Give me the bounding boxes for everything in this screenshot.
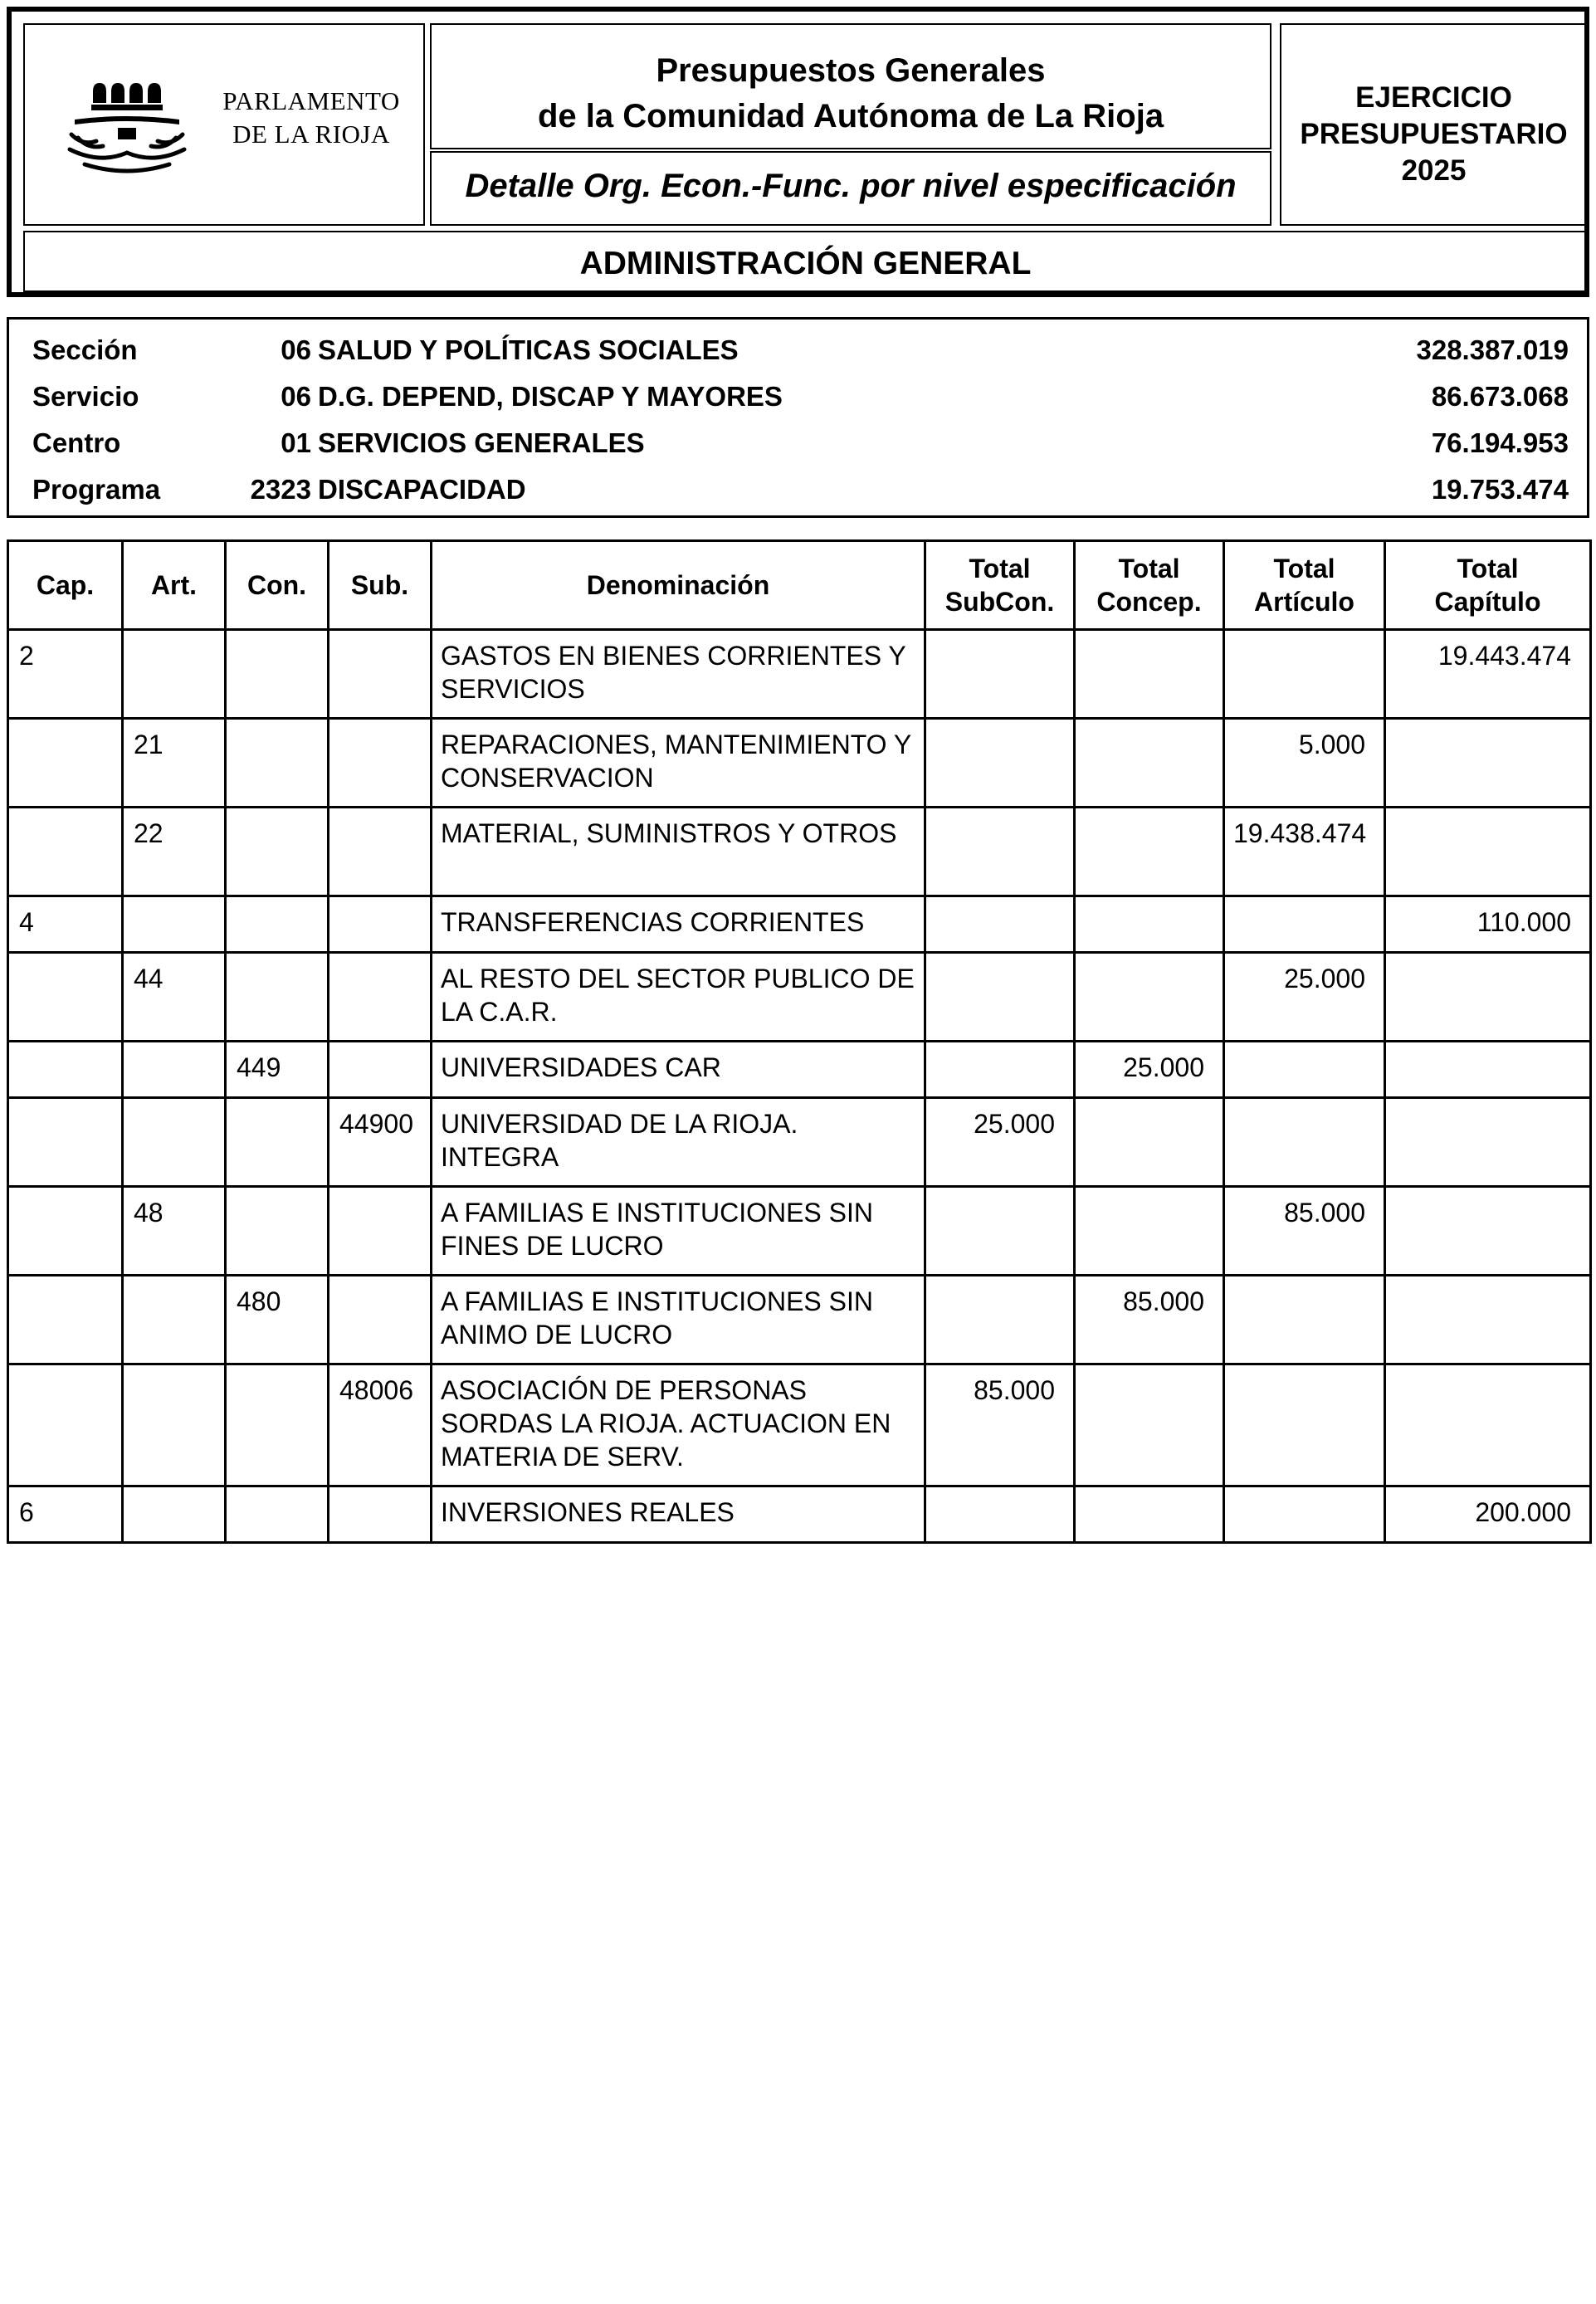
document-subtitle: Detalle Org. Econ.-Func. por nivel especificación bbox=[465, 168, 1237, 204]
year-line-2: PRESUPUESTARIO bbox=[1300, 118, 1568, 150]
cell-cap bbox=[8, 1098, 123, 1187]
cell-total-concep bbox=[1075, 1486, 1224, 1543]
cell-art bbox=[123, 1042, 226, 1098]
cell-sub bbox=[329, 1276, 432, 1364]
table-row bbox=[8, 1364, 1591, 1486]
cell-denominacion: INVERSIONES REALES bbox=[432, 1486, 925, 1543]
subtitle-box bbox=[430, 151, 1271, 226]
cell-total-subcon bbox=[925, 1187, 1075, 1276]
administration-title: ADMINISTRACIÓN GENERAL bbox=[579, 246, 1032, 281]
cell-total-subcon bbox=[925, 1042, 1075, 1098]
header-line: Artículo bbox=[1254, 587, 1354, 617]
header-sub: Sub. bbox=[329, 541, 432, 630]
cell-con bbox=[226, 630, 329, 719]
summary-name: SALUD Y POLÍTICAS SOCIALES bbox=[318, 334, 739, 365]
cell-denominacion: MATERIAL, SUMINISTROS Y OTROS bbox=[432, 808, 925, 896]
header-line: Concep. bbox=[1096, 587, 1202, 617]
table-row bbox=[8, 1042, 1591, 1098]
cell-cap bbox=[8, 953, 123, 1042]
logo-line-1: PARLAMENTO bbox=[222, 86, 400, 115]
header-denominacion: Denominación bbox=[432, 541, 925, 630]
cell-total-articulo: 25.000 bbox=[1224, 953, 1385, 1042]
logo-line-2: DE LA RIOJA bbox=[232, 120, 390, 149]
header-art: Art. bbox=[123, 541, 226, 630]
summary-code: 2323 bbox=[250, 474, 311, 505]
header-total-concep bbox=[1075, 541, 1224, 630]
header-total-capitulo bbox=[1385, 541, 1591, 630]
cell-total-concep bbox=[1075, 896, 1224, 953]
cell-con: 449 bbox=[226, 1042, 329, 1098]
cell-total-capitulo bbox=[1385, 719, 1591, 808]
cell-art bbox=[123, 1364, 226, 1486]
cell-total-subcon bbox=[925, 953, 1075, 1042]
summary-row-centro bbox=[9, 427, 1587, 461]
header-line: Capítulo bbox=[1434, 587, 1541, 617]
cell-cap: 4 bbox=[8, 896, 123, 953]
cell-total-subcon: 85.000 bbox=[925, 1364, 1075, 1486]
cell-con bbox=[226, 1364, 329, 1486]
cell-sub bbox=[329, 953, 432, 1042]
cell-denominacion: UNIVERSIDADES CAR bbox=[432, 1042, 925, 1098]
table-row bbox=[8, 1187, 1591, 1276]
cell-sub bbox=[329, 1187, 432, 1276]
summary-amount: 76.194.953 bbox=[1431, 427, 1569, 458]
summary-label: Servicio bbox=[32, 381, 139, 412]
cell-total-capitulo: 19.443.474 bbox=[1385, 630, 1591, 719]
title-line-2: de la Comunidad Autónoma de La Rioja bbox=[537, 98, 1164, 134]
title-box bbox=[430, 23, 1271, 149]
cell-total-subcon: 25.000 bbox=[925, 1098, 1075, 1187]
cell-con bbox=[226, 719, 329, 808]
cell-denominacion: TRANSFERENCIAS CORRIENTES bbox=[432, 896, 925, 953]
header-total-subcon bbox=[925, 541, 1075, 630]
cell-sub bbox=[329, 1042, 432, 1098]
cell-art bbox=[123, 1276, 226, 1364]
cell-total-concep: 85.000 bbox=[1075, 1276, 1224, 1364]
cell-art bbox=[123, 1098, 226, 1187]
organic-classification-summary bbox=[7, 317, 1589, 518]
table-row bbox=[8, 1098, 1591, 1187]
cell-total-concep bbox=[1075, 953, 1224, 1042]
parliament-logo-box bbox=[23, 23, 425, 226]
cell-cap bbox=[8, 1187, 123, 1276]
cell-total-capitulo bbox=[1385, 1042, 1591, 1098]
cell-total-articulo: 85.000 bbox=[1224, 1187, 1385, 1276]
cell-total-concep bbox=[1075, 808, 1224, 896]
table-row bbox=[8, 808, 1591, 896]
cell-cap: 2 bbox=[8, 630, 123, 719]
cell-con bbox=[226, 1486, 329, 1543]
cell-total-subcon bbox=[925, 719, 1075, 808]
cell-total-capitulo bbox=[1385, 1187, 1591, 1276]
cell-total-subcon bbox=[925, 896, 1075, 953]
summary-name: DISCAPACIDAD bbox=[318, 474, 526, 505]
cell-total-concep bbox=[1075, 1187, 1224, 1276]
cell-total-articulo bbox=[1224, 1042, 1385, 1098]
cell-cap bbox=[8, 1364, 123, 1486]
summary-label: Centro bbox=[32, 427, 121, 458]
cell-cap bbox=[8, 808, 123, 896]
table-row bbox=[8, 1276, 1591, 1364]
cell-cap bbox=[8, 1276, 123, 1364]
cell-sub bbox=[329, 1486, 432, 1543]
document-title bbox=[432, 48, 1270, 139]
header-line: SubCon. bbox=[944, 587, 1055, 617]
table-row bbox=[8, 630, 1591, 719]
header-line: Total bbox=[1118, 554, 1180, 583]
summary-row-programa bbox=[9, 474, 1587, 507]
cell-con bbox=[226, 1187, 329, 1276]
cell-total-concep bbox=[1075, 630, 1224, 719]
cell-art: 21 bbox=[123, 719, 226, 808]
header-line: Total bbox=[1273, 554, 1335, 583]
cell-total-concep: 25.000 bbox=[1075, 1042, 1224, 1098]
cell-total-articulo bbox=[1224, 896, 1385, 953]
cell-con bbox=[226, 808, 329, 896]
cell-con bbox=[226, 896, 329, 953]
cell-total-subcon bbox=[925, 1486, 1075, 1543]
cell-total-articulo bbox=[1224, 1486, 1385, 1543]
summary-code: 06 bbox=[281, 334, 311, 365]
summary-row-servicio bbox=[9, 381, 1587, 414]
cell-total-articulo bbox=[1224, 1364, 1385, 1486]
summary-code: 01 bbox=[281, 427, 311, 458]
cell-cap bbox=[8, 1042, 123, 1098]
summary-row-seccion bbox=[9, 334, 1587, 368]
header-total-articulo bbox=[1224, 541, 1385, 630]
cell-total-capitulo: 200.000 bbox=[1385, 1486, 1591, 1543]
header-cap: Cap. bbox=[8, 541, 123, 630]
cell-denominacion: UNIVERSIDAD DE LA RIOJA. INTEGRA bbox=[432, 1098, 925, 1187]
cell-art: 22 bbox=[123, 808, 226, 896]
cell-art bbox=[123, 896, 226, 953]
fiscal-year-box bbox=[1280, 23, 1588, 226]
cell-total-capitulo bbox=[1385, 953, 1591, 1042]
parliament-emblem-icon bbox=[66, 66, 216, 191]
cell-total-concep bbox=[1075, 1364, 1224, 1486]
year-line-3: 2025 bbox=[1401, 154, 1467, 187]
table-header-row bbox=[8, 541, 1591, 630]
fiscal-year bbox=[1281, 80, 1586, 189]
cell-sub: 48006 bbox=[329, 1364, 432, 1486]
cell-total-concep bbox=[1075, 719, 1224, 808]
cell-con bbox=[226, 1098, 329, 1187]
cell-cap: 6 bbox=[8, 1486, 123, 1543]
header-line: Total bbox=[969, 554, 1031, 583]
summary-amount: 86.673.068 bbox=[1431, 381, 1569, 412]
summary-label: Programa bbox=[32, 474, 161, 505]
summary-name: D.G. DEPEND, DISCAP Y MAYORES bbox=[318, 381, 783, 412]
cell-sub bbox=[329, 808, 432, 896]
cell-denominacion: A FAMILIAS E INSTITUCIONES SIN FINES DE LUCRO bbox=[432, 1187, 925, 1276]
cell-total-capitulo: 110.000 bbox=[1385, 896, 1591, 953]
cell-total-articulo bbox=[1224, 630, 1385, 719]
administration-box bbox=[23, 231, 1588, 292]
cell-total-articulo: 5.000 bbox=[1224, 719, 1385, 808]
cell-art bbox=[123, 630, 226, 719]
cell-denominacion: A FAMILIAS E INSTITUCIONES SIN ANIMO DE LUCRO bbox=[432, 1276, 925, 1364]
cell-total-articulo bbox=[1224, 1098, 1385, 1187]
cell-total-capitulo bbox=[1385, 1364, 1591, 1486]
cell-total-capitulo bbox=[1385, 1276, 1591, 1364]
cell-sub: 44900 bbox=[329, 1098, 432, 1187]
cell-sub bbox=[329, 719, 432, 808]
cell-art bbox=[123, 1486, 226, 1543]
cell-total-articulo bbox=[1224, 1276, 1385, 1364]
cell-total-subcon bbox=[925, 1276, 1075, 1364]
cell-denominacion: ASOCIACIÓN DE PERSONAS SORDAS LA RIOJA. ACTUACION EN MATERIA DE SERV. bbox=[432, 1364, 925, 1486]
summary-amount: 328.387.019 bbox=[1416, 334, 1569, 365]
header-con: Con. bbox=[226, 541, 329, 630]
cell-art: 44 bbox=[123, 953, 226, 1042]
cell-total-subcon bbox=[925, 630, 1075, 719]
table-row bbox=[8, 896, 1591, 953]
title-line-1: Presupuestos Generales bbox=[656, 52, 1046, 89]
cell-total-subcon bbox=[925, 808, 1075, 896]
cell-con bbox=[226, 953, 329, 1042]
parliament-name bbox=[199, 85, 423, 151]
header-line: Total bbox=[1457, 554, 1519, 583]
cell-con: 480 bbox=[226, 1276, 329, 1364]
summary-amount: 19.753.474 bbox=[1431, 474, 1569, 505]
year-line-1: EJERCICIO bbox=[1355, 81, 1512, 114]
cell-total-concep bbox=[1075, 1098, 1224, 1187]
table-row bbox=[8, 719, 1591, 808]
cell-cap bbox=[8, 719, 123, 808]
cell-sub bbox=[329, 896, 432, 953]
cell-total-capitulo bbox=[1385, 808, 1591, 896]
budget-detail-table bbox=[7, 539, 1592, 1544]
table-row bbox=[8, 1486, 1591, 1543]
cell-art: 48 bbox=[123, 1187, 226, 1276]
cell-denominacion: REPARACIONES, MANTENIMIENTO Y CONSERVACION bbox=[432, 719, 925, 808]
cell-denominacion: GASTOS EN BIENES CORRIENTES Y SERVICIOS bbox=[432, 630, 925, 719]
table-row bbox=[8, 953, 1591, 1042]
cell-total-capitulo bbox=[1385, 1098, 1591, 1187]
cell-total-articulo: 19.438.474 bbox=[1224, 808, 1385, 896]
cell-denominacion: AL RESTO DEL SECTOR PUBLICO DE LA C.A.R. bbox=[432, 953, 925, 1042]
summary-label: Sección bbox=[32, 334, 138, 365]
document-header bbox=[7, 7, 1589, 297]
summary-code: 06 bbox=[281, 381, 311, 412]
cell-sub bbox=[329, 630, 432, 719]
summary-name: SERVICIOS GENERALES bbox=[318, 427, 645, 458]
